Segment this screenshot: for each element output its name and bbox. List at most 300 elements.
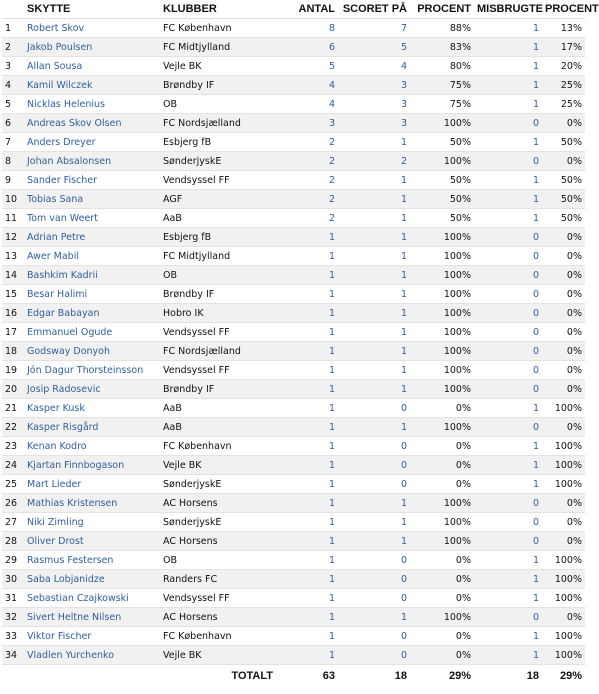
- cell-missed-pct: 0%: [542, 513, 585, 532]
- cell-scored-pct: 0%: [410, 399, 474, 418]
- cell-scored-pct: 88%: [410, 19, 474, 38]
- cell-player-link[interactable]: Sander Fischer: [24, 171, 160, 190]
- cell-missed: 0: [474, 114, 542, 133]
- cell-missed-pct: 13%: [542, 19, 585, 38]
- table-row: [2, 342, 585, 361]
- cell-attempts: 8: [276, 19, 338, 38]
- table-body: [2, 19, 585, 665]
- cell-player-link[interactable]: Jón Dagur Thorsteinsson: [24, 361, 160, 380]
- cell-missed-pct: 0%: [542, 323, 585, 342]
- cell-attempts: 2: [276, 209, 338, 228]
- cell-attempts: 1: [276, 418, 338, 437]
- col-header-player[interactable]: SKYTTE: [24, 0, 160, 19]
- table-row: [2, 76, 585, 95]
- cell-rank: 4: [2, 76, 24, 95]
- cell-scored-pct: 80%: [410, 57, 474, 76]
- cell-missed-pct: 0%: [542, 247, 585, 266]
- cell-missed: 1: [474, 190, 542, 209]
- cell-rank: 33: [2, 627, 24, 646]
- cell-club: FC København: [160, 19, 276, 38]
- cell-attempts: 6: [276, 38, 338, 57]
- cell-scored-pct: 100%: [410, 152, 474, 171]
- cell-club: AaB: [160, 418, 276, 437]
- cell-missed: 1: [474, 627, 542, 646]
- cell-club: Brøndby IF: [160, 76, 276, 95]
- cell-scored: 3: [338, 114, 410, 133]
- table-row: [2, 418, 585, 437]
- cell-scored-pct: 100%: [410, 304, 474, 323]
- cell-scored: 1: [338, 133, 410, 152]
- cell-attempts: 1: [276, 475, 338, 494]
- table-row: [2, 114, 585, 133]
- cell-missed: 1: [474, 570, 542, 589]
- cell-attempts: 1: [276, 532, 338, 551]
- cell-attempts: 1: [276, 323, 338, 342]
- cell-attempts: 2: [276, 133, 338, 152]
- cell-player-link[interactable]: Awer Mabil: [24, 247, 160, 266]
- cell-rank: 34: [2, 646, 24, 665]
- cell-attempts: 4: [276, 76, 338, 95]
- cell-scored-pct: 0%: [410, 589, 474, 608]
- cell-missed: 0: [474, 361, 542, 380]
- cell-missed-pct: 0%: [542, 608, 585, 627]
- table-row: [2, 456, 585, 475]
- cell-scored-pct: 100%: [410, 494, 474, 513]
- cell-missed-pct: 100%: [542, 456, 585, 475]
- cell-club: FC Midtjylland: [160, 38, 276, 57]
- cell-scored-pct: 100%: [410, 285, 474, 304]
- cell-missed: 1: [474, 456, 542, 475]
- cell-missed-pct: 0%: [542, 494, 585, 513]
- cell-rank: 24: [2, 456, 24, 475]
- cell-missed-pct: 17%: [542, 38, 585, 57]
- cell-player-link[interactable]: Kjartan Finnbogason: [24, 456, 160, 475]
- cell-missed: 0: [474, 304, 542, 323]
- cell-player-link[interactable]: Vladlen Yurchenko: [24, 646, 160, 665]
- cell-player-link[interactable]: Mathias Kristensen: [24, 494, 160, 513]
- cell-club: OB: [160, 551, 276, 570]
- cell-missed-pct: 0%: [542, 152, 585, 171]
- cell-scored-pct: 0%: [410, 437, 474, 456]
- cell-attempts: 2: [276, 171, 338, 190]
- cell-attempts: 1: [276, 551, 338, 570]
- cell-missed-pct: 0%: [542, 304, 585, 323]
- cell-player-link[interactable]: Emmanuel Ogude: [24, 323, 160, 342]
- cell-club: AaB: [160, 209, 276, 228]
- cell-attempts: 1: [276, 570, 338, 589]
- cell-scored: 1: [338, 513, 410, 532]
- cell-scored-pct: 0%: [410, 646, 474, 665]
- cell-missed: 1: [474, 38, 542, 57]
- cell-scored-pct: 0%: [410, 627, 474, 646]
- cell-rank: 9: [2, 171, 24, 190]
- cell-rank: 13: [2, 247, 24, 266]
- cell-missed: 1: [474, 551, 542, 570]
- table-row: [2, 570, 585, 589]
- cell-scored-pct: 75%: [410, 95, 474, 114]
- table-row: [2, 437, 585, 456]
- cell-player-link[interactable]: Kasper Kusk: [24, 399, 160, 418]
- cell-scored-pct: 50%: [410, 171, 474, 190]
- cell-missed: 0: [474, 247, 542, 266]
- totals-spacer: [2, 665, 24, 688]
- cell-attempts: 1: [276, 228, 338, 247]
- cell-player-link[interactable]: Anders Dreyer: [24, 133, 160, 152]
- cell-missed: 0: [474, 228, 542, 247]
- cell-scored-pct: 50%: [410, 190, 474, 209]
- cell-scored: 0: [338, 570, 410, 589]
- cell-scored-pct: 100%: [410, 342, 474, 361]
- cell-scored-pct: 100%: [410, 418, 474, 437]
- cell-club: Vejle BK: [160, 456, 276, 475]
- cell-player-link[interactable]: Rasmus Festersen: [24, 551, 160, 570]
- cell-scored-pct: 100%: [410, 266, 474, 285]
- cell-rank: 7: [2, 133, 24, 152]
- header-row: [2, 0, 585, 19]
- cell-player-link[interactable]: Godsway Donyoh: [24, 342, 160, 361]
- cell-attempts: 1: [276, 437, 338, 456]
- table-row: [2, 171, 585, 190]
- cell-club: Brøndby IF: [160, 285, 276, 304]
- cell-missed-pct: 0%: [542, 342, 585, 361]
- cell-club: Brøndby IF: [160, 380, 276, 399]
- cell-missed: 0: [474, 266, 542, 285]
- cell-attempts: 4: [276, 95, 338, 114]
- table-row: [2, 95, 585, 114]
- cell-scored: 1: [338, 285, 410, 304]
- cell-player-link[interactable]: Besar Halimi: [24, 285, 160, 304]
- cell-missed: 0: [474, 608, 542, 627]
- cell-rank: 15: [2, 285, 24, 304]
- cell-scored: 0: [338, 399, 410, 418]
- cell-rank: 25: [2, 475, 24, 494]
- totals-attempts: 63: [276, 665, 338, 688]
- cell-scored: 1: [338, 418, 410, 437]
- cell-scored: 1: [338, 171, 410, 190]
- cell-missed-pct: 0%: [542, 285, 585, 304]
- cell-player-link[interactable]: Niki Zimling: [24, 513, 160, 532]
- cell-scored: 3: [338, 76, 410, 95]
- cell-scored: 0: [338, 646, 410, 665]
- cell-rank: 2: [2, 38, 24, 57]
- cell-rank: 16: [2, 304, 24, 323]
- cell-attempts: 1: [276, 380, 338, 399]
- cell-scored-pct: 75%: [410, 76, 474, 95]
- cell-missed: 1: [474, 171, 542, 190]
- cell-player-link[interactable]: Bashkim Kadrii: [24, 266, 160, 285]
- cell-club: FC Nordsjælland: [160, 342, 276, 361]
- cell-attempts: 3: [276, 114, 338, 133]
- totals-scored-pct: 29%: [410, 665, 474, 688]
- totals-spacer: [24, 665, 160, 688]
- cell-rank: 22: [2, 418, 24, 437]
- cell-scored-pct: 0%: [410, 570, 474, 589]
- col-header-missed[interactable]: MISBRUGTE: [474, 0, 542, 19]
- cell-rank: 27: [2, 513, 24, 532]
- cell-rank: 18: [2, 342, 24, 361]
- table-row: [2, 646, 585, 665]
- cell-club: Esbjerg fB: [160, 228, 276, 247]
- cell-scored-pct: 100%: [410, 513, 474, 532]
- cell-missed-pct: 100%: [542, 646, 585, 665]
- cell-missed-pct: 0%: [542, 266, 585, 285]
- cell-rank: 12: [2, 228, 24, 247]
- cell-scored: 1: [338, 209, 410, 228]
- cell-rank: 26: [2, 494, 24, 513]
- cell-missed: 1: [474, 57, 542, 76]
- cell-missed-pct: 50%: [542, 209, 585, 228]
- cell-scored: 3: [338, 95, 410, 114]
- cell-rank: 19: [2, 361, 24, 380]
- cell-missed-pct: 100%: [542, 399, 585, 418]
- cell-club: SønderjyskE: [160, 152, 276, 171]
- col-header-missed-pct[interactable]: PROCENT: [542, 0, 585, 19]
- cell-scored: 1: [338, 323, 410, 342]
- cell-club: AaB: [160, 399, 276, 418]
- cell-club: SønderjyskE: [160, 475, 276, 494]
- table-row: [2, 494, 585, 513]
- col-header-attempts[interactable]: ANTAL: [276, 0, 338, 19]
- cell-missed: 0: [474, 494, 542, 513]
- cell-club: AGF: [160, 190, 276, 209]
- cell-rank: 32: [2, 608, 24, 627]
- cell-missed-pct: 0%: [542, 114, 585, 133]
- cell-scored-pct: 0%: [410, 551, 474, 570]
- cell-rank: 5: [2, 95, 24, 114]
- totals-missed-pct: 29%: [542, 665, 585, 688]
- col-header-scored[interactable]: SCORET PÅ: [338, 0, 410, 19]
- table-row: [2, 513, 585, 532]
- cell-scored: 2: [338, 152, 410, 171]
- cell-missed-pct: 50%: [542, 190, 585, 209]
- table-row: [2, 228, 585, 247]
- cell-missed: 1: [474, 646, 542, 665]
- cell-attempts: 1: [276, 247, 338, 266]
- cell-missed-pct: 0%: [542, 380, 585, 399]
- cell-missed-pct: 20%: [542, 57, 585, 76]
- cell-scored: 0: [338, 627, 410, 646]
- cell-missed: 0: [474, 418, 542, 437]
- table-row: [2, 209, 585, 228]
- cell-club: AC Horsens: [160, 494, 276, 513]
- cell-attempts: 1: [276, 361, 338, 380]
- cell-player-link[interactable]: Kenan Kodro: [24, 437, 160, 456]
- cell-scored: 1: [338, 228, 410, 247]
- cell-missed: 0: [474, 513, 542, 532]
- cell-missed-pct: 50%: [542, 133, 585, 152]
- cell-scored-pct: 0%: [410, 456, 474, 475]
- table-row: [2, 532, 585, 551]
- cell-missed: 1: [474, 95, 542, 114]
- cell-scored: 1: [338, 247, 410, 266]
- cell-missed-pct: 0%: [542, 532, 585, 551]
- cell-club: Vendsyssel FF: [160, 171, 276, 190]
- cell-missed-pct: 100%: [542, 551, 585, 570]
- cell-player-link[interactable]: Tobias Sana: [24, 190, 160, 209]
- cell-rank: 17: [2, 323, 24, 342]
- cell-club: Vendsyssel FF: [160, 323, 276, 342]
- cell-missed: 0: [474, 152, 542, 171]
- cell-scored: 1: [338, 608, 410, 627]
- cell-club: AC Horsens: [160, 608, 276, 627]
- cell-player-link[interactable]: Kamil Wilczek: [24, 76, 160, 95]
- penalty-takers-table: [2, 0, 599, 687]
- cell-missed-pct: 100%: [542, 437, 585, 456]
- cell-missed: 0: [474, 380, 542, 399]
- cell-club: Vendsyssel FF: [160, 589, 276, 608]
- cell-attempts: 1: [276, 494, 338, 513]
- cell-missed-pct: 25%: [542, 95, 585, 114]
- cell-scored: 1: [338, 266, 410, 285]
- cell-missed: 1: [474, 475, 542, 494]
- cell-scored-pct: 100%: [410, 114, 474, 133]
- cell-missed: 0: [474, 342, 542, 361]
- cell-rank: 23: [2, 437, 24, 456]
- cell-rank: 30: [2, 570, 24, 589]
- cell-player-link[interactable]: Mart Lieder: [24, 475, 160, 494]
- cell-club: AC Horsens: [160, 532, 276, 551]
- cell-scored-pct: 100%: [410, 380, 474, 399]
- cell-scored-pct: 83%: [410, 38, 474, 57]
- table-row: [2, 475, 585, 494]
- cell-club: Randers FC: [160, 570, 276, 589]
- cell-player-link[interactable]: Jakob Poulsen: [24, 38, 160, 57]
- cell-player-link[interactable]: Adrian Petre: [24, 228, 160, 247]
- cell-scored: 0: [338, 589, 410, 608]
- cell-scored: 1: [338, 361, 410, 380]
- cell-scored-pct: 100%: [410, 532, 474, 551]
- cell-missed: 1: [474, 133, 542, 152]
- cell-attempts: 2: [276, 152, 338, 171]
- cell-club: Vejle BK: [160, 57, 276, 76]
- table-row: [2, 323, 585, 342]
- cell-missed-pct: 0%: [542, 418, 585, 437]
- cell-missed: 1: [474, 399, 542, 418]
- cell-player-link[interactable]: Sivert Heltne Nilsen: [24, 608, 160, 627]
- cell-scored-pct: 100%: [410, 228, 474, 247]
- cell-missed-pct: 100%: [542, 589, 585, 608]
- cell-rank: 20: [2, 380, 24, 399]
- cell-missed-pct: 100%: [542, 627, 585, 646]
- cell-club: Vendsyssel FF: [160, 361, 276, 380]
- cell-missed: 1: [474, 437, 542, 456]
- cell-missed: 1: [474, 209, 542, 228]
- cell-scored: 1: [338, 190, 410, 209]
- cell-club: OB: [160, 95, 276, 114]
- totals-missed: 18: [474, 665, 542, 688]
- cell-missed-pct: 50%: [542, 171, 585, 190]
- cell-player-link[interactable]: Sebastian Czajkowski: [24, 589, 160, 608]
- cell-scored: 1: [338, 380, 410, 399]
- cell-player-link[interactable]: Kasper Risgård: [24, 418, 160, 437]
- totals-label: TOTALT: [160, 665, 276, 688]
- cell-missed-pct: 100%: [542, 475, 585, 494]
- table-row: [2, 38, 585, 57]
- cell-scored-pct: 0%: [410, 475, 474, 494]
- table-row: [2, 380, 585, 399]
- cell-player-link[interactable]: Johan Absalonsen: [24, 152, 160, 171]
- cell-rank: 21: [2, 399, 24, 418]
- cell-attempts: 1: [276, 342, 338, 361]
- cell-rank: 31: [2, 589, 24, 608]
- table-row: [2, 551, 585, 570]
- cell-rank: 11: [2, 209, 24, 228]
- cell-player-link[interactable]: Allan Sousa: [24, 57, 160, 76]
- cell-rank: 6: [2, 114, 24, 133]
- table-row: [2, 285, 585, 304]
- cell-scored-pct: 50%: [410, 209, 474, 228]
- cell-scored-pct: 100%: [410, 361, 474, 380]
- totals-scored: 18: [338, 665, 410, 688]
- table-row: [2, 247, 585, 266]
- cell-attempts: 1: [276, 456, 338, 475]
- cell-player-link[interactable]: Josip Radosevic: [24, 380, 160, 399]
- cell-missed: 1: [474, 589, 542, 608]
- cell-missed: 0: [474, 285, 542, 304]
- cell-scored-pct: 100%: [410, 608, 474, 627]
- table-row: [2, 627, 585, 646]
- cell-missed: 0: [474, 323, 542, 342]
- cell-player-link[interactable]: Nicklas Helenius: [24, 95, 160, 114]
- cell-attempts: 1: [276, 399, 338, 418]
- cell-rank: 14: [2, 266, 24, 285]
- cell-missed-pct: 100%: [542, 570, 585, 589]
- cell-scored: 0: [338, 475, 410, 494]
- cell-attempts: 2: [276, 190, 338, 209]
- cell-attempts: 1: [276, 646, 338, 665]
- cell-rank: 29: [2, 551, 24, 570]
- cell-club: FC København: [160, 437, 276, 456]
- cell-scored: 0: [338, 456, 410, 475]
- cell-attempts: 1: [276, 608, 338, 627]
- col-header-rank: [2, 0, 24, 19]
- table-row: [2, 399, 585, 418]
- table-row: [2, 190, 585, 209]
- table-row: [2, 361, 585, 380]
- cell-attempts: 1: [276, 589, 338, 608]
- cell-rank: 10: [2, 190, 24, 209]
- cell-club: Esbjerg fB: [160, 133, 276, 152]
- cell-rank: 8: [2, 152, 24, 171]
- cell-club: Vejle BK: [160, 646, 276, 665]
- cell-scored-pct: 100%: [410, 323, 474, 342]
- cell-scored: 7: [338, 19, 410, 38]
- cell-player-link[interactable]: Andreas Skov Olsen: [24, 114, 160, 133]
- cell-scored: 1: [338, 342, 410, 361]
- cell-player-link[interactable]: Saba Lobjanidze: [24, 570, 160, 589]
- cell-scored: 4: [338, 57, 410, 76]
- cell-club: Hobro IK: [160, 304, 276, 323]
- cell-player-link[interactable]: Edgar Babayan: [24, 304, 160, 323]
- cell-rank: 28: [2, 532, 24, 551]
- cell-club: OB: [160, 266, 276, 285]
- cell-attempts: 1: [276, 285, 338, 304]
- cell-missed-pct: 25%: [542, 76, 585, 95]
- cell-player-link[interactable]: Oliver Drost: [24, 532, 160, 551]
- cell-attempts: 5: [276, 57, 338, 76]
- col-header-scored-pct[interactable]: PROCENT: [410, 0, 474, 19]
- cell-missed: 1: [474, 19, 542, 38]
- table-row: [2, 589, 585, 608]
- col-header-club[interactable]: KLUBBER: [160, 0, 276, 19]
- cell-player-link[interactable]: Robert Skov: [24, 19, 160, 38]
- cell-attempts: 1: [276, 627, 338, 646]
- table-row: [2, 133, 585, 152]
- cell-player-link[interactable]: Tom van Weert: [24, 209, 160, 228]
- cell-club: FC Midtjylland: [160, 247, 276, 266]
- cell-player-link[interactable]: Viktor Fischer: [24, 627, 160, 646]
- cell-missed: 0: [474, 532, 542, 551]
